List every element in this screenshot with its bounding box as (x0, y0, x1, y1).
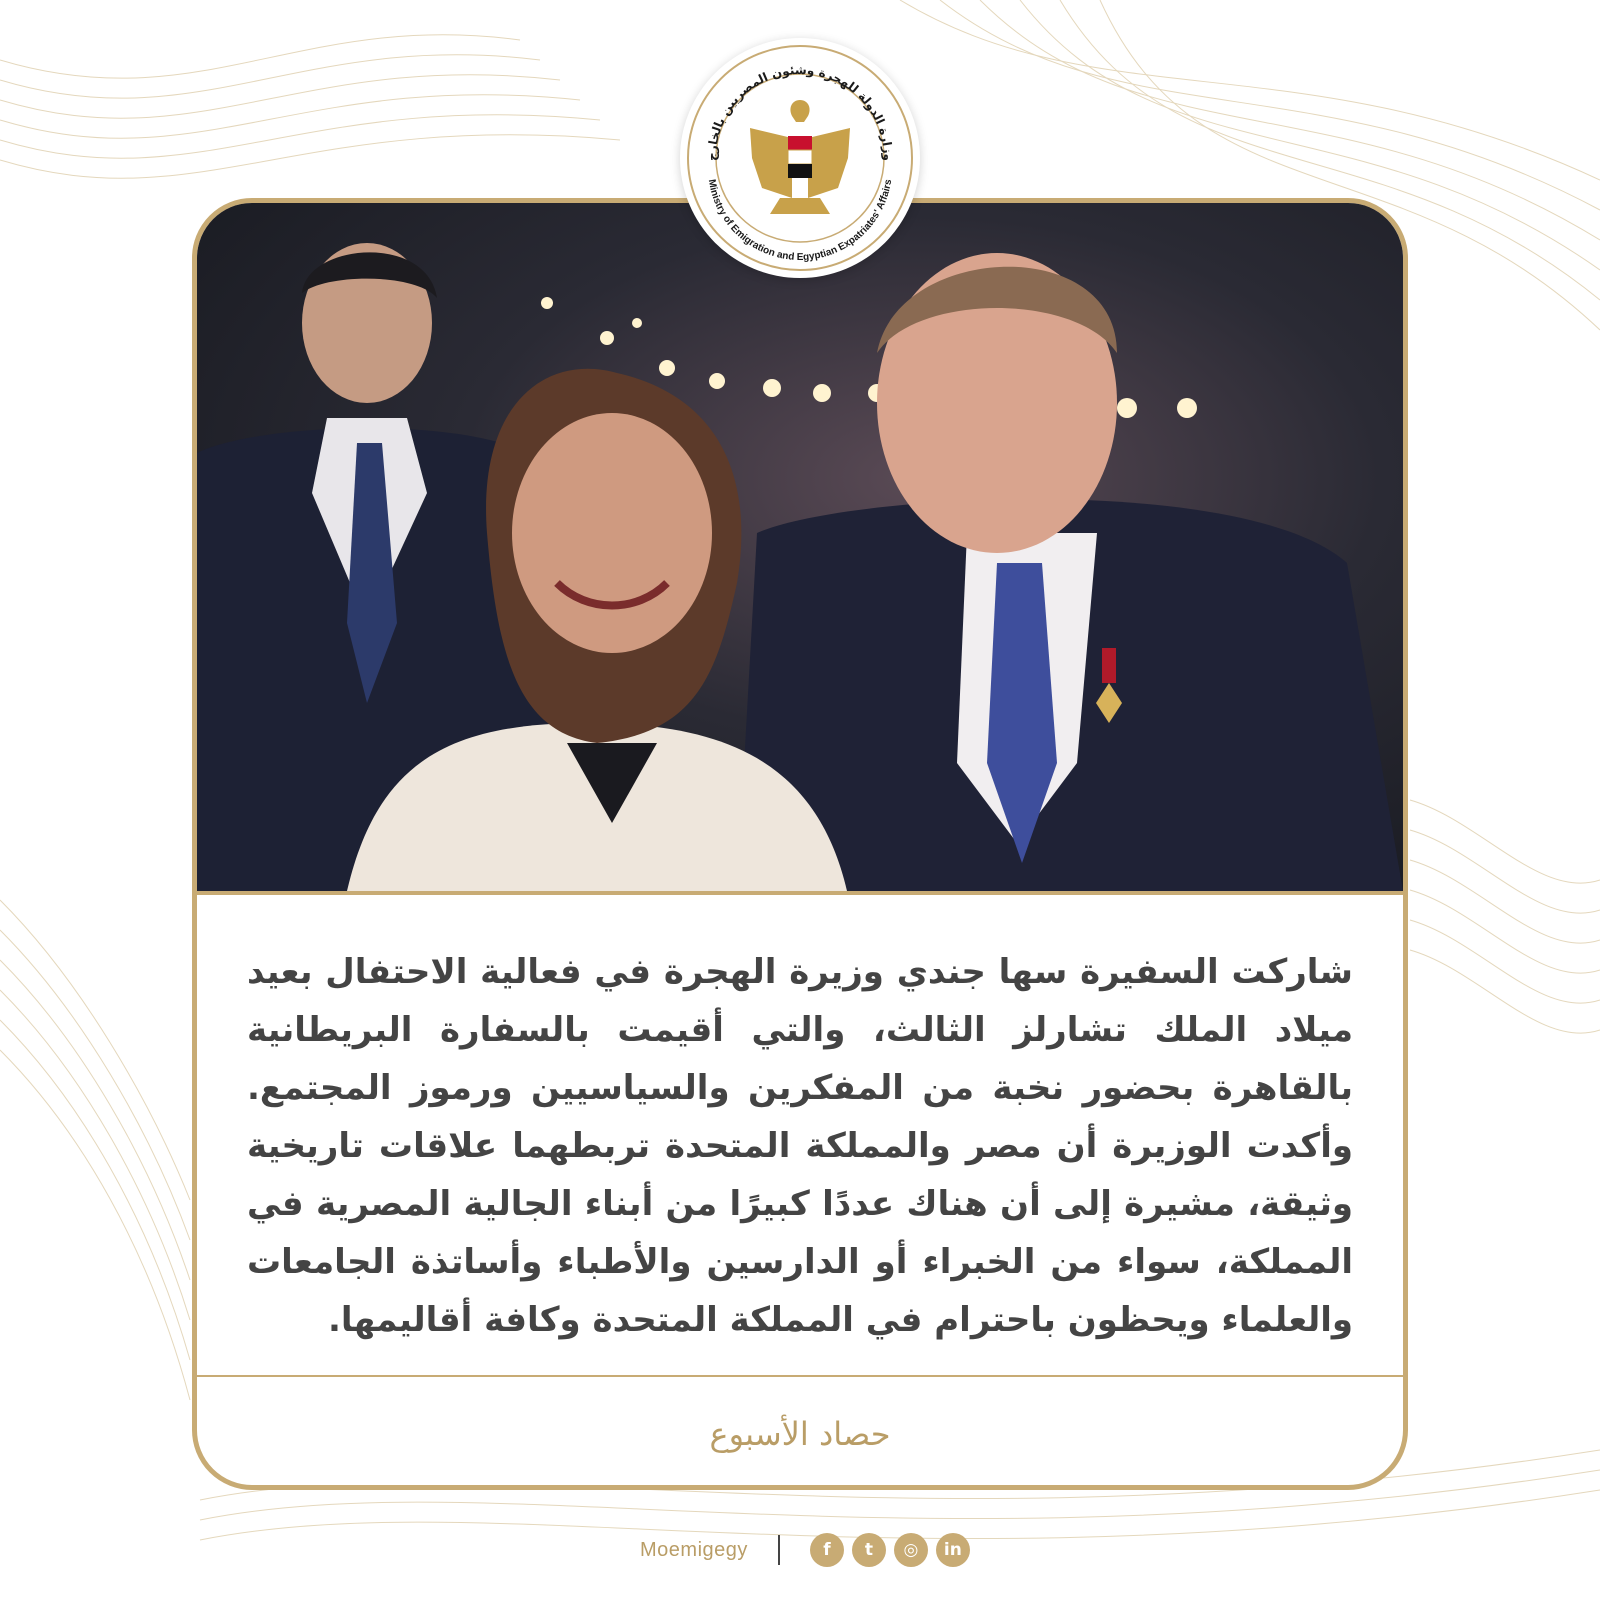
facebook-icon[interactable]: f (810, 1533, 844, 1567)
logo-english-ring-text: Ministry of Emigration and Egyptian Expatriates' Affairs (705, 178, 895, 263)
social-separator (778, 1535, 780, 1565)
article-body: شاركت السفيرة سها جندي وزيرة الهجرة في فعالية الاحتفال بعيد ميلاد الملك تشارلز الثالث، والتي أقيمت بالسفارة البريطانية بالقاهرة بحضور نخبة من المفكرين والسياسيين ورموز المجتمع. وأكدت الوزيرة أن مصر والمملكة المتحدة تربطهما علاقات تاريخية وثيقة، مشيرة إلى أن هناك عددًا كبيرًا من أبناء الجالية المصرية في المملكة، سواء من الخبراء أو الدارسين والأطباء وأساتذة الجامعات والعلماء ويحظون باحترام في المملكة المتحدة وكافة أقاليمها. (247, 952, 1353, 1340)
eagle-emblem-icon (680, 38, 920, 278)
svg-text:Ministry of Emigration and Egy (706, 178, 895, 263)
photo-border (197, 891, 1403, 895)
man-right (737, 253, 1403, 891)
footer-title: حصاد الأسبوع (709, 1415, 891, 1453)
social-icons (810, 1533, 970, 1567)
social-handle[interactable]: Moemigegy (640, 1538, 748, 1561)
instagram-icon[interactable]: ◎ (894, 1533, 928, 1567)
event-photo (197, 203, 1403, 891)
ministry-logo (680, 38, 920, 278)
footer-divider (197, 1375, 1403, 1377)
linkedin-icon[interactable]: in (936, 1533, 970, 1567)
social-bar (640, 1530, 970, 1570)
logo-arabic-ring-text: وزارة الدولة للهجرة وشئون المصريين بالخارج (704, 62, 896, 162)
content-card (192, 198, 1408, 1490)
photo-illustration (197, 203, 1403, 891)
twitter-icon[interactable]: t (852, 1533, 886, 1567)
